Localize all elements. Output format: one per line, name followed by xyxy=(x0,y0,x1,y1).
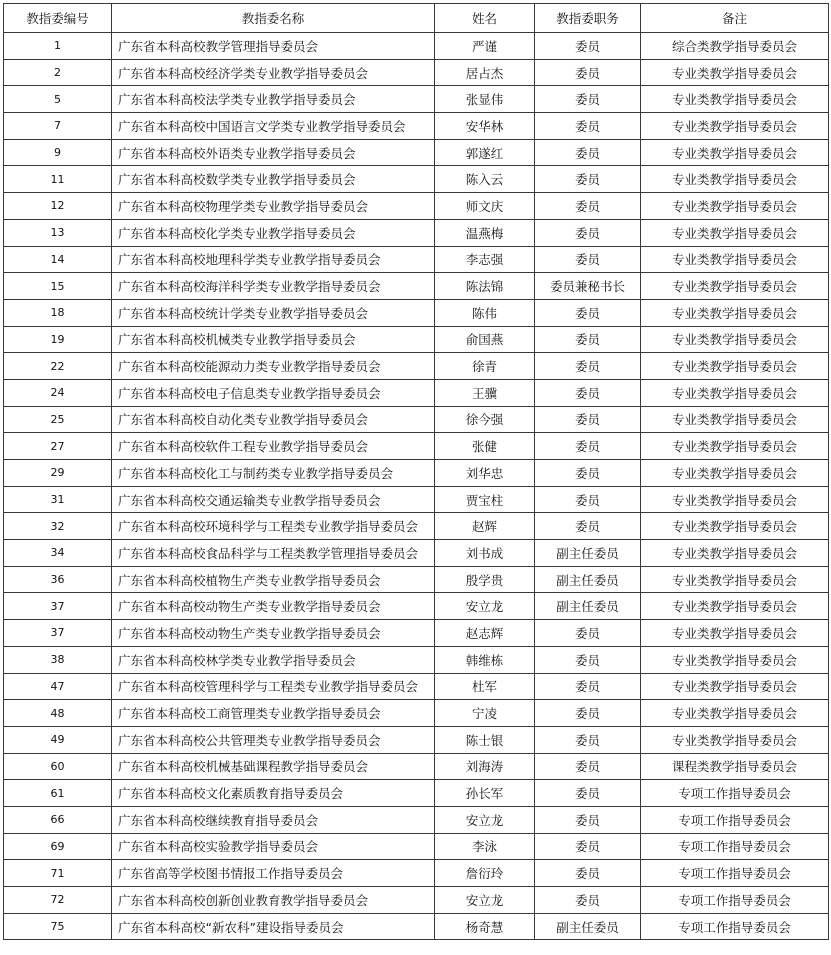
cell-person-name: 陈法锦 xyxy=(435,273,535,300)
cell-person-name: 詹衍玲 xyxy=(435,860,535,887)
cell-position: 委员 xyxy=(535,513,641,540)
cell-position: 委员 xyxy=(535,887,641,914)
table-row xyxy=(4,700,829,727)
cell-committee-name: 广东省本科高校环境科学与工程类专业教学指导委员会 xyxy=(112,513,435,540)
cell-remarks: 专业类教学指导委员会 xyxy=(641,566,829,593)
header-row xyxy=(4,4,829,33)
cell-remarks: 专项工作指导委员会 xyxy=(641,860,829,887)
cell-committee-name: 广东省本科高校软件工程专业教学指导委员会 xyxy=(112,433,435,460)
cell-position: 委员 xyxy=(535,113,641,140)
cell-committee-name: 广东省本科高校海洋科学类专业教学指导委员会 xyxy=(112,273,435,300)
cell-position: 副主任委员 xyxy=(535,913,641,940)
cell-person-name: 杜军 xyxy=(435,673,535,700)
table-row xyxy=(4,780,829,807)
cell-remarks: 专业类教学指导委员会 xyxy=(641,620,829,647)
cell-committee-name: 广东省本科高校自动化类专业教学指导委员会 xyxy=(112,406,435,433)
cell-number: 2 xyxy=(4,59,112,86)
cell-remarks: 专业类教学指导委员会 xyxy=(641,379,829,406)
cell-number: 72 xyxy=(4,887,112,914)
table-row xyxy=(4,887,829,914)
cell-committee-name: 广东省本科高校经济学类专业教学指导委员会 xyxy=(112,59,435,86)
cell-number: 71 xyxy=(4,860,112,887)
cell-committee-name: 广东省本科高校地理科学类专业教学指导委员会 xyxy=(112,246,435,273)
cell-committee-name: 广东省本科高校中国语言文学类专业教学指导委员会 xyxy=(112,113,435,140)
cell-number: 27 xyxy=(4,433,112,460)
header-position: 教指委职务 xyxy=(535,4,641,33)
cell-number: 66 xyxy=(4,806,112,833)
table-row xyxy=(4,86,829,113)
cell-remarks: 专项工作指导委员会 xyxy=(641,780,829,807)
cell-remarks: 专项工作指导委员会 xyxy=(641,833,829,860)
cell-person-name: 宁凌 xyxy=(435,700,535,727)
cell-position: 委员 xyxy=(535,219,641,246)
cell-committee-name: 广东省本科高校教学管理指导委员会 xyxy=(112,33,435,60)
cell-committee-name: 广东省高等学校图书情报工作指导委员会 xyxy=(112,860,435,887)
cell-remarks: 专业类教学指导委员会 xyxy=(641,433,829,460)
cell-remarks: 专项工作指导委员会 xyxy=(641,806,829,833)
cell-position: 委员 xyxy=(535,646,641,673)
cell-position: 委员 xyxy=(535,833,641,860)
cell-remarks: 专业类教学指导委员会 xyxy=(641,113,829,140)
cell-number: 34 xyxy=(4,540,112,567)
cell-person-name: 杨奇慧 xyxy=(435,913,535,940)
cell-position: 委员兼秘书长 xyxy=(535,273,641,300)
committee-table xyxy=(3,3,829,940)
cell-person-name: 徐今强 xyxy=(435,406,535,433)
cell-person-name: 陈入云 xyxy=(435,166,535,193)
cell-person-name: 陈士银 xyxy=(435,726,535,753)
cell-remarks: 专业类教学指导委员会 xyxy=(641,726,829,753)
cell-person-name: 严谨 xyxy=(435,33,535,60)
cell-person-name: 刘海涛 xyxy=(435,753,535,780)
cell-committee-name: 广东省本科高校食品科学与工程类教学管理指导委员会 xyxy=(112,540,435,567)
cell-person-name: 张健 xyxy=(435,433,535,460)
table-row xyxy=(4,833,829,860)
cell-remarks: 课程类教学指导委员会 xyxy=(641,753,829,780)
cell-remarks: 专业类教学指导委员会 xyxy=(641,299,829,326)
table-row xyxy=(4,566,829,593)
cell-remarks: 专业类教学指导委员会 xyxy=(641,193,829,220)
cell-number: 31 xyxy=(4,486,112,513)
cell-remarks: 专业类教学指导委员会 xyxy=(641,353,829,380)
cell-committee-name: 广东省本科高校动物生产类专业教学指导委员会 xyxy=(112,593,435,620)
table-row xyxy=(4,326,829,353)
cell-person-name: 王骥 xyxy=(435,379,535,406)
table-row xyxy=(4,406,829,433)
cell-number: 49 xyxy=(4,726,112,753)
cell-committee-name: 广东省本科高校化学类专业教学指导委员会 xyxy=(112,219,435,246)
cell-committee-name: 广东省本科高校植物生产类专业教学指导委员会 xyxy=(112,566,435,593)
cell-number: 9 xyxy=(4,139,112,166)
cell-position: 副主任委员 xyxy=(535,540,641,567)
cell-committee-name: 广东省本科高校“新农科”建设指导委员会 xyxy=(112,913,435,940)
cell-number: 47 xyxy=(4,673,112,700)
cell-number: 29 xyxy=(4,460,112,487)
cell-committee-name: 广东省本科高校电子信息类专业教学指导委员会 xyxy=(112,379,435,406)
cell-committee-name: 广东省本科高校化工与制药类专业教学指导委员会 xyxy=(112,460,435,487)
cell-number: 24 xyxy=(4,379,112,406)
cell-number: 32 xyxy=(4,513,112,540)
cell-committee-name: 广东省本科高校工商管理类专业教学指导委员会 xyxy=(112,700,435,727)
header-person-name: 姓名 xyxy=(435,4,535,33)
cell-remarks: 专业类教学指导委员会 xyxy=(641,486,829,513)
cell-number: 5 xyxy=(4,86,112,113)
cell-number: 37 xyxy=(4,620,112,647)
header-remarks: 备注 xyxy=(641,4,829,33)
cell-remarks: 专业类教学指导委员会 xyxy=(641,219,829,246)
cell-position: 委员 xyxy=(535,460,641,487)
cell-position: 委员 xyxy=(535,379,641,406)
cell-committee-name: 广东省本科高校数学类专业教学指导委员会 xyxy=(112,166,435,193)
cell-remarks: 专业类教学指导委员会 xyxy=(641,326,829,353)
cell-person-name: 师文庆 xyxy=(435,193,535,220)
table-row xyxy=(4,273,829,300)
cell-remarks: 专业类教学指导委员会 xyxy=(641,86,829,113)
cell-person-name: 韩维栋 xyxy=(435,646,535,673)
cell-remarks: 专业类教学指导委员会 xyxy=(641,673,829,700)
table-row xyxy=(4,806,829,833)
cell-committee-name: 广东省本科高校实验教学指导委员会 xyxy=(112,833,435,860)
cell-person-name: 张显伟 xyxy=(435,86,535,113)
cell-committee-name: 广东省本科高校公共管理类专业教学指导委员会 xyxy=(112,726,435,753)
cell-position: 委员 xyxy=(535,486,641,513)
cell-number: 25 xyxy=(4,406,112,433)
cell-position: 副主任委员 xyxy=(535,566,641,593)
cell-remarks: 专业类教学指导委员会 xyxy=(641,646,829,673)
cell-number: 37 xyxy=(4,593,112,620)
cell-position: 委员 xyxy=(535,620,641,647)
cell-person-name: 贾宝柱 xyxy=(435,486,535,513)
cell-position: 委员 xyxy=(535,726,641,753)
cell-person-name: 刘华忠 xyxy=(435,460,535,487)
cell-committee-name: 广东省本科高校创新创业教育教学指导委员会 xyxy=(112,887,435,914)
cell-position: 委员 xyxy=(535,780,641,807)
cell-number: 22 xyxy=(4,353,112,380)
cell-committee-name: 广东省本科高校继续教育指导委员会 xyxy=(112,806,435,833)
cell-person-name: 郭遂红 xyxy=(435,139,535,166)
cell-person-name: 居占杰 xyxy=(435,59,535,86)
cell-remarks: 专项工作指导委员会 xyxy=(641,887,829,914)
cell-committee-name: 广东省本科高校林学类专业教学指导委员会 xyxy=(112,646,435,673)
table-row xyxy=(4,299,829,326)
cell-number: 48 xyxy=(4,700,112,727)
cell-number: 12 xyxy=(4,193,112,220)
table-row xyxy=(4,513,829,540)
cell-position: 委员 xyxy=(535,299,641,326)
cell-person-name: 温燕梅 xyxy=(435,219,535,246)
cell-position: 委员 xyxy=(535,673,641,700)
cell-number: 18 xyxy=(4,299,112,326)
cell-committee-name: 广东省本科高校外语类专业教学指导委员会 xyxy=(112,139,435,166)
cell-person-name: 李泳 xyxy=(435,833,535,860)
cell-number: 19 xyxy=(4,326,112,353)
cell-number: 1 xyxy=(4,33,112,60)
table-row xyxy=(4,620,829,647)
cell-remarks: 专业类教学指导委员会 xyxy=(641,540,829,567)
cell-position: 委员 xyxy=(535,166,641,193)
cell-person-name: 安华林 xyxy=(435,113,535,140)
cell-remarks: 专业类教学指导委员会 xyxy=(641,246,829,273)
table-row xyxy=(4,486,829,513)
cell-remarks: 专业类教学指导委员会 xyxy=(641,460,829,487)
table-row xyxy=(4,139,829,166)
cell-person-name: 赵志辉 xyxy=(435,620,535,647)
table-row xyxy=(4,646,829,673)
cell-person-name: 赵辉 xyxy=(435,513,535,540)
cell-committee-name: 广东省本科高校物理学类专业教学指导委员会 xyxy=(112,193,435,220)
table-row xyxy=(4,113,829,140)
table-row xyxy=(4,433,829,460)
cell-position: 委员 xyxy=(535,353,641,380)
cell-number: 14 xyxy=(4,246,112,273)
table-row xyxy=(4,540,829,567)
cell-number: 13 xyxy=(4,219,112,246)
cell-remarks: 专业类教学指导委员会 xyxy=(641,700,829,727)
cell-number: 75 xyxy=(4,913,112,940)
table-row xyxy=(4,913,829,940)
cell-person-name: 李志强 xyxy=(435,246,535,273)
cell-number: 11 xyxy=(4,166,112,193)
table-row xyxy=(4,193,829,220)
table-row xyxy=(4,460,829,487)
table-row xyxy=(4,753,829,780)
cell-person-name: 安立龙 xyxy=(435,887,535,914)
cell-committee-name: 广东省本科高校动物生产类专业教学指导委员会 xyxy=(112,620,435,647)
cell-person-name: 殷学贵 xyxy=(435,566,535,593)
cell-number: 7 xyxy=(4,113,112,140)
cell-position: 委员 xyxy=(535,806,641,833)
table-row xyxy=(4,379,829,406)
cell-remarks: 专业类教学指导委员会 xyxy=(641,59,829,86)
cell-committee-name: 广东省本科高校文化素质教育指导委员会 xyxy=(112,780,435,807)
cell-position: 委员 xyxy=(535,433,641,460)
table-row xyxy=(4,166,829,193)
table-row xyxy=(4,860,829,887)
cell-position: 委员 xyxy=(535,139,641,166)
cell-position: 委员 xyxy=(535,406,641,433)
cell-committee-name: 广东省本科高校管理科学与工程类专业教学指导委员会 xyxy=(112,673,435,700)
cell-remarks: 专业类教学指导委员会 xyxy=(641,513,829,540)
header-number: 教指委编号 xyxy=(4,4,112,33)
table-body xyxy=(4,33,829,940)
cell-position: 副主任委员 xyxy=(535,593,641,620)
table-row xyxy=(4,59,829,86)
cell-number: 69 xyxy=(4,833,112,860)
cell-position: 委员 xyxy=(535,326,641,353)
cell-number: 15 xyxy=(4,273,112,300)
table-row xyxy=(4,246,829,273)
cell-committee-name: 广东省本科高校交通运输类专业教学指导委员会 xyxy=(112,486,435,513)
cell-person-name: 俞国燕 xyxy=(435,326,535,353)
cell-remarks: 专业类教学指导委员会 xyxy=(641,139,829,166)
cell-position: 委员 xyxy=(535,33,641,60)
cell-person-name: 安立龙 xyxy=(435,806,535,833)
cell-committee-name: 广东省本科高校机械类专业教学指导委员会 xyxy=(112,326,435,353)
cell-remarks: 综合类教学指导委员会 xyxy=(641,33,829,60)
cell-remarks: 专业类教学指导委员会 xyxy=(641,593,829,620)
cell-remarks: 专项工作指导委员会 xyxy=(641,913,829,940)
cell-position: 委员 xyxy=(535,86,641,113)
cell-committee-name: 广东省本科高校能源动力类专业教学指导委员会 xyxy=(112,353,435,380)
cell-committee-name: 广东省本科高校机械基础课程教学指导委员会 xyxy=(112,753,435,780)
table-row xyxy=(4,593,829,620)
cell-remarks: 专业类教学指导委员会 xyxy=(641,166,829,193)
table-row xyxy=(4,219,829,246)
header-committee-name: 教指委名称 xyxy=(112,4,435,33)
cell-position: 委员 xyxy=(535,59,641,86)
cell-person-name: 陈伟 xyxy=(435,299,535,326)
cell-number: 61 xyxy=(4,780,112,807)
cell-person-name: 孙长军 xyxy=(435,780,535,807)
cell-position: 委员 xyxy=(535,193,641,220)
table-row xyxy=(4,673,829,700)
cell-position: 委员 xyxy=(535,700,641,727)
table-row xyxy=(4,33,829,60)
cell-person-name: 安立龙 xyxy=(435,593,535,620)
cell-remarks: 专业类教学指导委员会 xyxy=(641,406,829,433)
cell-person-name: 刘书成 xyxy=(435,540,535,567)
cell-number: 36 xyxy=(4,566,112,593)
cell-position: 委员 xyxy=(535,753,641,780)
cell-person-name: 徐青 xyxy=(435,353,535,380)
cell-position: 委员 xyxy=(535,246,641,273)
cell-position: 委员 xyxy=(535,860,641,887)
cell-committee-name: 广东省本科高校统计学类专业教学指导委员会 xyxy=(112,299,435,326)
table-row xyxy=(4,353,829,380)
cell-remarks: 专业类教学指导委员会 xyxy=(641,273,829,300)
cell-number: 60 xyxy=(4,753,112,780)
cell-number: 38 xyxy=(4,646,112,673)
table-row xyxy=(4,726,829,753)
cell-committee-name: 广东省本科高校法学类专业教学指导委员会 xyxy=(112,86,435,113)
